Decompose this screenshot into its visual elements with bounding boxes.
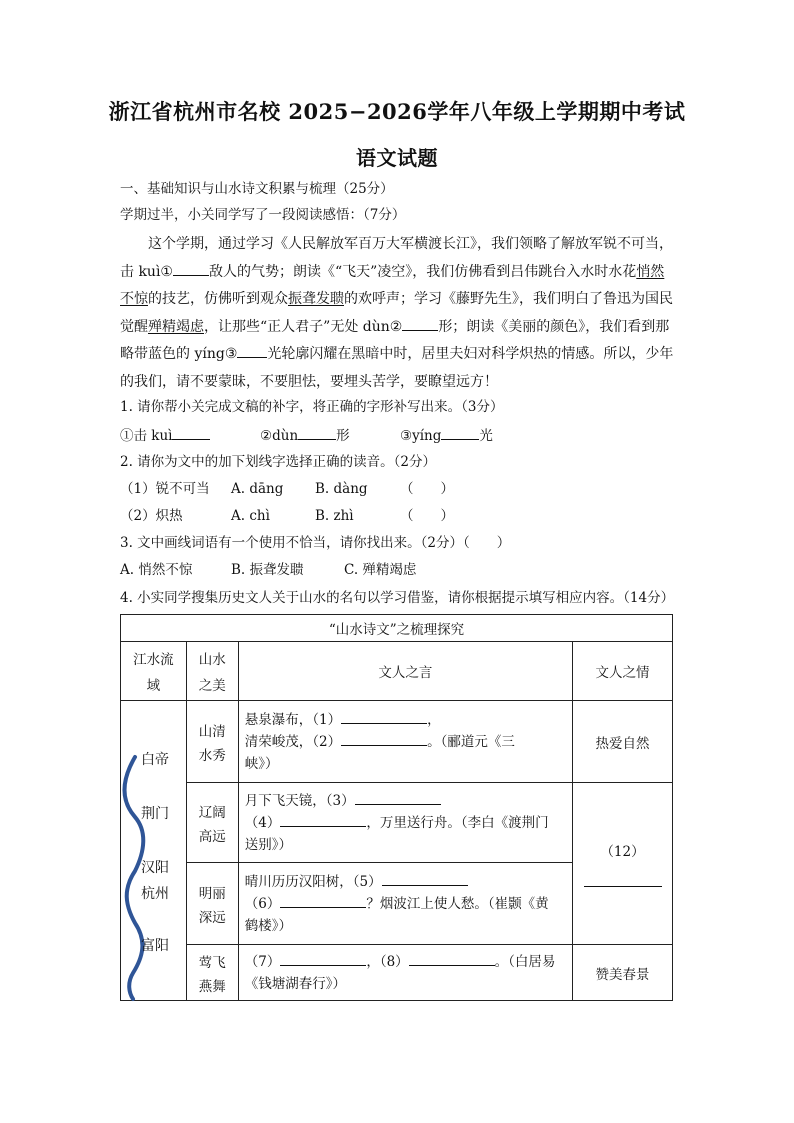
passage-line-4: 觉醒殚精竭虑，让那些“正人君子”无处 dùn② 形；朗读《美丽的颜色》，我们看到那 — [120, 314, 678, 342]
answer-blank-4[interactable] — [280, 812, 366, 827]
exam-title: 浙江省杭州市名校 2025−2026学年八年级上学期期中考试 — [108, 99, 686, 124]
place-hangzhou: 杭州 — [141, 886, 169, 902]
header-literati-words: 文人之言 — [238, 642, 572, 701]
landscape-poetry-table — [120, 614, 673, 1001]
place-baidi: 白帝 — [141, 752, 169, 768]
place-hanyang: 汉阳 — [141, 860, 169, 876]
q2-option-b[interactable]: B. zhì — [315, 508, 354, 524]
intro-text: 学期过半，小关同学写了一段阅读感悟：（7分） — [120, 207, 406, 223]
answer-blank-8[interactable] — [409, 951, 495, 966]
q1-answer-b: ②dùn 形 — [260, 425, 350, 445]
feeling-cell-12: （12） — [573, 783, 673, 945]
question-1: 1. 请你帮小关完成文稿的补字，将正确的字形补写出来。（3分） — [120, 399, 504, 415]
q2-item-2: （2）炽热 — [120, 508, 183, 524]
q1-answer-a: ①击 kuì — [120, 425, 210, 445]
section-heading: 一、基础知识与山水诗文积累与梳理（25分） — [120, 181, 394, 197]
table-title: “山水诗文”之梳理探究 — [121, 615, 673, 642]
passage-line-2: 击 kuì① 敌人的气势；朗读《“飞天”凌空》，我们仿佛看到吕伟跳台入水时水花悄然 — [120, 259, 678, 287]
header-literati-feelings: 文人之情 — [573, 642, 673, 701]
table-header-row — [121, 642, 673, 701]
underlined-word: 殚精竭虑 — [148, 318, 204, 335]
answer-blank-7[interactable] — [280, 951, 366, 966]
blank-2[interactable] — [402, 316, 438, 331]
quote-cell: （7） ，（8） 。（白居易 《钱塘湖春行》） — [238, 945, 572, 1001]
passage-line-6: 的我们，请不要蒙昧，不要胆怯，要埋头苦学，要瞭望远方！ — [120, 373, 498, 390]
q1-answer-c: ③yíng 光 — [400, 425, 493, 445]
q2-option-b[interactable]: B. dàng — [315, 481, 368, 497]
q2-answer-paren[interactable]: （ ） — [400, 508, 454, 524]
underlined-word: 振聋发聩 — [288, 291, 344, 307]
table-row — [121, 945, 673, 1001]
beauty-cell: 明丽 深远 — [186, 863, 238, 945]
passage-line-1: 这个学期，通过学习《人民解放军百万大军横渡长江》，我们领略了解放军锐不可当， — [148, 236, 673, 252]
river-map-cell — [121, 701, 187, 1001]
q3-option-c[interactable]: C. 殚精竭虑 — [344, 562, 417, 578]
beauty-cell: 辽阔 高远 — [186, 783, 238, 863]
answer-blank-12[interactable] — [584, 872, 662, 887]
question-4: 4. 小实同学搜集历史文人关于山水的名句以学习借鉴，请你根据提示填写相应内容。（14分） — [120, 590, 675, 606]
quote-cell: 悬泉瀑布，（1） ， 清荣峻茂，（2） 。（郦道元《三 峡》） — [238, 701, 572, 783]
place-fuyang: 富阳 — [141, 938, 169, 954]
answer-blank[interactable] — [441, 425, 479, 440]
table-row — [121, 701, 673, 783]
feeling-cell: 热爱自然 — [573, 701, 673, 783]
q2-option-a[interactable]: A. chì — [231, 508, 270, 524]
place-jingmen: 荆门 — [141, 806, 169, 822]
answer-blank-1[interactable] — [341, 709, 427, 724]
question-3: 3. 文中画线词语有一个使用不恰当，请你找出来。（2分）（ ） — [120, 535, 511, 551]
q2-option-a[interactable]: A. dāng — [231, 481, 284, 497]
q2-item-1: （1）锐不可当 — [120, 481, 210, 497]
answer-blank-2[interactable] — [341, 731, 427, 746]
answer-blank-5[interactable] — [382, 871, 468, 886]
q3-option-b[interactable]: B. 振聋发聩 — [231, 562, 304, 578]
exam-subtitle: 语文试题 — [356, 146, 438, 170]
answer-blank[interactable] — [298, 425, 336, 440]
passage-line-3: 不惊的技艺，仿佛听到观众振聋发聩的欢呼声；学习《藤野先生》，我们明白了鲁迅为国民 — [120, 291, 673, 307]
beauty-cell: 莺飞 燕舞 — [186, 945, 238, 1001]
beauty-cell: 山清 水秀 — [186, 701, 238, 783]
answer-blank[interactable] — [172, 425, 210, 440]
underlined-word: 不惊 — [120, 291, 148, 307]
header-river-basin: 江水流 域 — [121, 642, 187, 701]
passage-line-5: 略带蓝色的 yíng③ 光轮廓闪耀在黑暗中时，居里夫妇对科学炽热的情感。所以，少年 — [120, 341, 678, 369]
answer-blank-6[interactable] — [280, 893, 366, 908]
table-row — [121, 783, 673, 863]
question-2: 2. 请你为文中的加下划线字选择正确的读音。（2分） — [120, 454, 437, 470]
feeling-cell: 赞美春景 — [573, 945, 673, 1001]
reading-passage — [120, 231, 678, 396]
q2-answer-paren[interactable]: （ ） — [400, 481, 454, 497]
quote-cell: 月下飞天镜，（3） （4） ，万里送行舟。（李白《渡荆门 送别》） — [238, 783, 572, 863]
underlined-word: 悄然 — [636, 263, 665, 280]
blank-3[interactable] — [237, 343, 267, 358]
answer-blank-3[interactable] — [355, 790, 441, 805]
blank-1[interactable] — [173, 261, 209, 276]
header-landscape-beauty: 山水 之美 — [186, 642, 238, 701]
quote-cell: 晴川历历汉阳树，（5） （6） ？烟波江上使人愁。（崔颢《黄 鹤楼》） — [238, 863, 572, 945]
q3-option-a[interactable]: A. 悄然不惊 — [120, 562, 193, 578]
river-line — [121, 701, 187, 1003]
